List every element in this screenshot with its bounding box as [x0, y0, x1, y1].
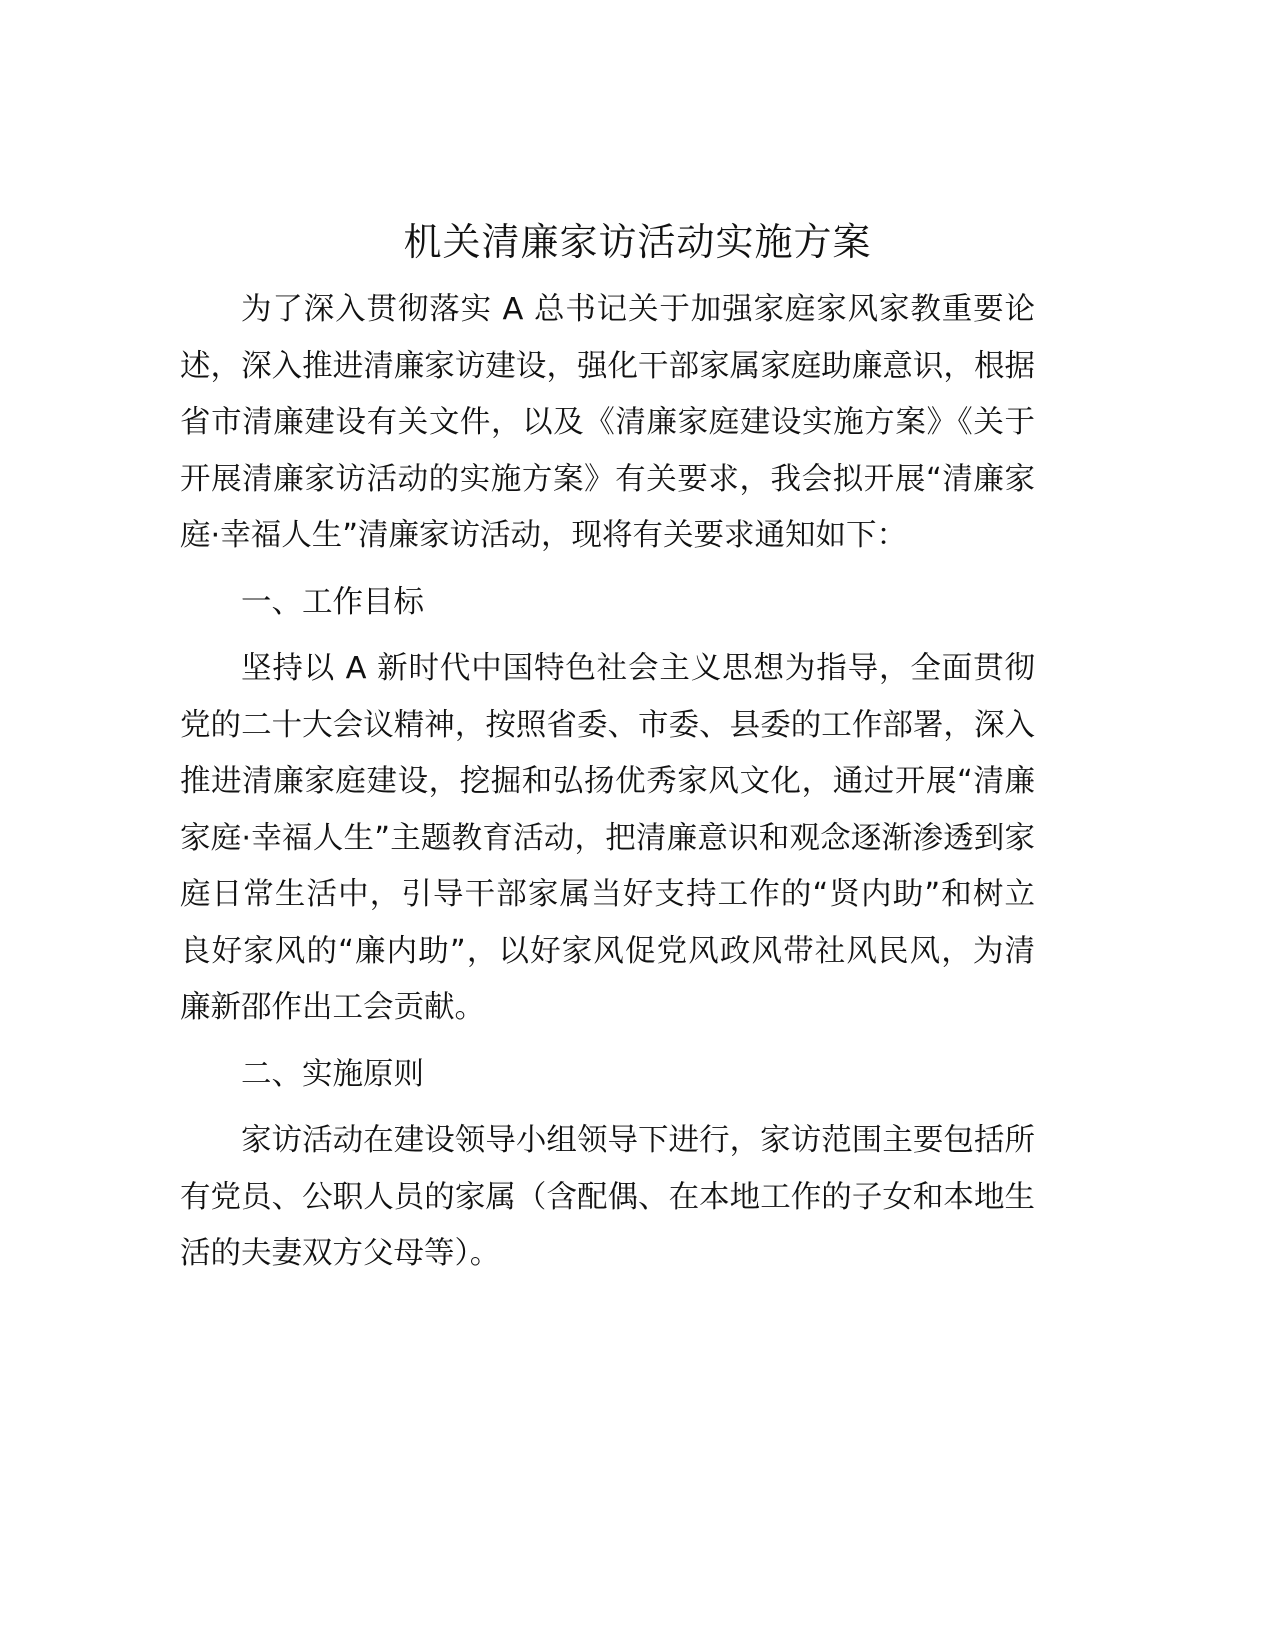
goals-paragraph: 坚持以 A 新时代中国特色社会主义思想为指导，全面贯彻党的二十大会议精神，按照省委、市委、县委的工作部署，深入推进清廉家庭建设，挖掘和弘扬优秀家风文化，通过开展“清廉家庭·幸福人生”主题教育活动，把清廉意识和观念逐渐渗透到家庭日常生活中，引导干部家属当好支持工作的“贤内助”和树立良好家风的“廉内助”，以好家风促党风政风带社风民风，为清廉新邵作出工会贡献。	[180, 651, 1035, 1025]
document-body	[180, 282, 1035, 1283]
section-heading-principles: 二、实施原则	[241, 1056, 424, 1092]
intro-paragraph: 为了深入贯彻落实 A 总书记关于加强家庭家风家教重要论述，深入推进清廉家访建设，强化干部家属家庭助廉意识，根据省市清廉建设有关文件，以及《清廉家庭建设实施方案》《关于开展清廉家访活动的实施方案》有关要求，我会拟开展“清廉家庭·幸福人生”清廉家访活动，现将有关要求通知如下：	[180, 292, 1035, 553]
section-heading-goals: 一、工作目标	[241, 584, 424, 620]
document-title: 机关清廉家访活动实施方案	[403, 220, 872, 264]
principles-paragraph: 家访活动在建设领导小组领导下进行，家访范围主要包括所有党员、公职人员的家属（含配偶、在本地工作的子女和本地生活的夫妻双方父母等）。	[180, 1123, 1035, 1271]
